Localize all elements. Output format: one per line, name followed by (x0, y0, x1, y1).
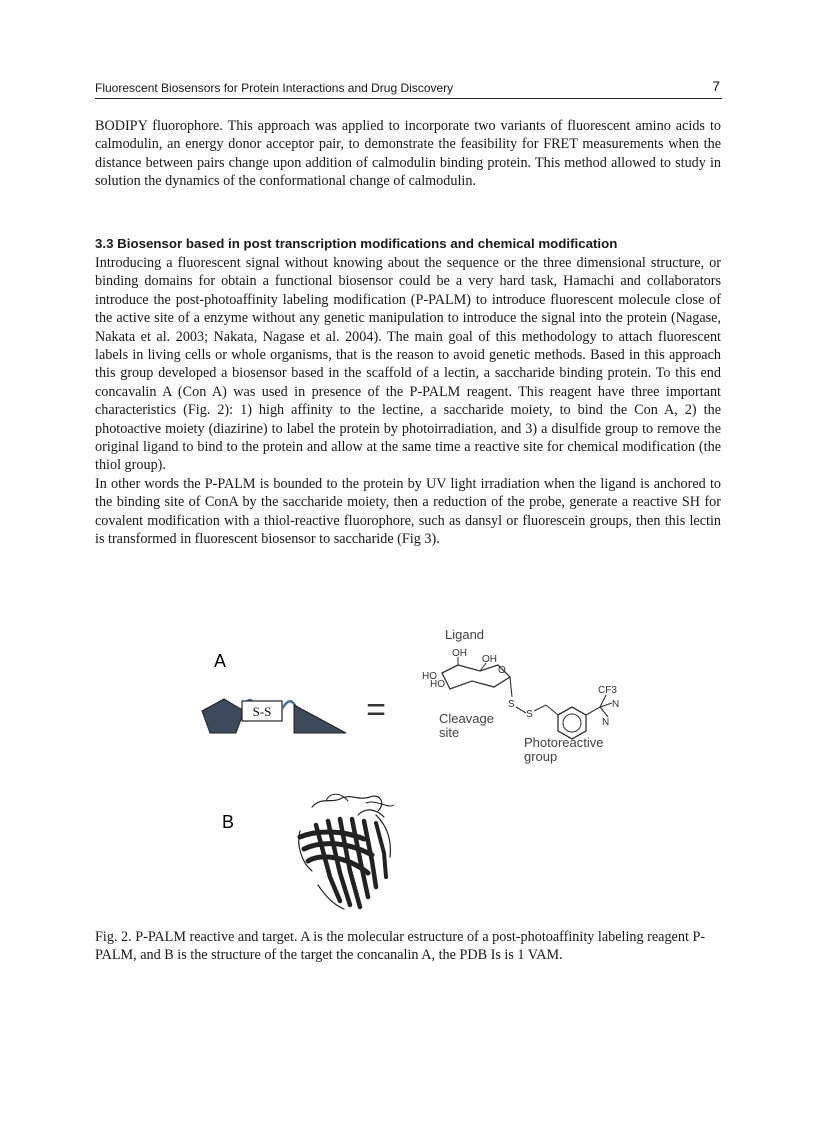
panel-b-label: B (222, 812, 235, 832)
ligand-label: Ligand (445, 627, 485, 642)
atom-oh-1: OH (452, 648, 467, 659)
atom-s-1: S (508, 699, 515, 710)
atom-oh-2: OH (482, 654, 497, 665)
body-paragraphs-2-3 (95, 254, 721, 549)
photoreactive-triangle-shape (294, 705, 346, 733)
paragraph-text: Introducing a fluorescent signal without knowing about the sequence or the three dimensional structure, or binding domains for obtain a functional biosensor could be a very hard task, Hamachi and collaborators introduce the post-photoaffinity labeling modification (P-PALM) to introduce fluorescent molecule close of the active site of a enzyme without any genetic manipulation to introduce the signal into the protein (Nagase, Nakata et al. 2003; Nakata, Nagase et al. 2004). The main goal of this methodology to attach fluorescent labels in living cells or whole organisms, that is the reason to avoid genetic methods. Based in this approach this group developed a biosensor based in the scaffold of a lectin, a saccharide binding protein. To this end concavalin A (Con A) was used in presence of the P-PALM reagent. This reagent have three important characteristics (Fig. 2): 1) high affinity to the lectine, a saccharide moiety, to bind the Con A, 2) the photoactive moiety (diazirine) to label the protein by photoirradiation, and 3) a disulfide group to remove the original ligand to bind to the protein and allow at the same time a reactive site for chemical modification (the thiol group). (95, 255, 721, 474)
page-number: 7 (712, 78, 720, 94)
atom-cf3: CF3 (598, 685, 617, 696)
cleavage-label: Cleavage (439, 711, 494, 726)
running-header (95, 78, 722, 99)
chain-bond-2 (516, 707, 526, 713)
atom-s-2: S (526, 709, 533, 720)
diazirine-bond (586, 707, 600, 715)
paragraph-text: BODIPY fluorophore. This approach was applied to incorporate two variants of fluorescent amino acids to calmodulin, an energy donor acceptor pair, to demonstrate the feasibility for FRET measurements when the distance between pairs change upon addition of calmodulin binding protein. This method allowed to study in solution the dynamics of the conformational change of calmodulin. (95, 118, 721, 190)
figure-2-drawing (180, 625, 640, 925)
atom-n-2: N (602, 717, 610, 728)
figure-caption: Fig. 2. P-PALM reactive and target. A is the molecular estructure of a post-photoaffinity labeling reagent P-PALM, and B is the structure of the target the concanalin A, the PDB Is is 1 VAM. (95, 929, 706, 964)
photoreactive-label: Photoreactive (524, 735, 604, 750)
atom-n-1: N (612, 699, 620, 710)
equals-sign: = (366, 691, 386, 729)
n-bond-2 (600, 707, 608, 717)
body-paragraph-1 (95, 117, 721, 191)
atom-o-ring: O (498, 665, 506, 676)
chain-bond-3 (534, 705, 546, 711)
protein-structure-ribbon (299, 794, 394, 909)
benzene-aromatic-circle (563, 714, 581, 732)
chain-bond-4 (546, 705, 558, 715)
atom-ho-1: HO (422, 671, 437, 682)
cleavage-label-site: site (439, 725, 460, 740)
running-title: Fluorescent Biosensors for Protein Interactions and Drug Discovery (95, 81, 454, 95)
section-heading: 3.3 Biosensor based in post transcription modifications and chemical modification (95, 236, 618, 251)
ligand-pentagon-shape (202, 699, 244, 733)
paragraph-text: In other words the P-PALM is bounded to the protein by UV light irradiation when the ligand is anchored to the binding site of ConA by the saccharide moiety, then a reduction of the probe, generate a reactive SH for covalent modification with a thiol-reactive fluorophore, such as dansyl or fluorescein groups, then this lectin is transformed in fluorescent biosensor to saccharide (Fig 3). (95, 475, 721, 548)
figure-2 (180, 625, 640, 925)
chain-bond-1 (510, 677, 512, 697)
photoreactive-label-group: group (524, 749, 558, 764)
panel-a-label: A (214, 651, 227, 671)
disulfide-box-label: S-S (252, 704, 272, 719)
atom-ho-2: HO (430, 679, 445, 690)
